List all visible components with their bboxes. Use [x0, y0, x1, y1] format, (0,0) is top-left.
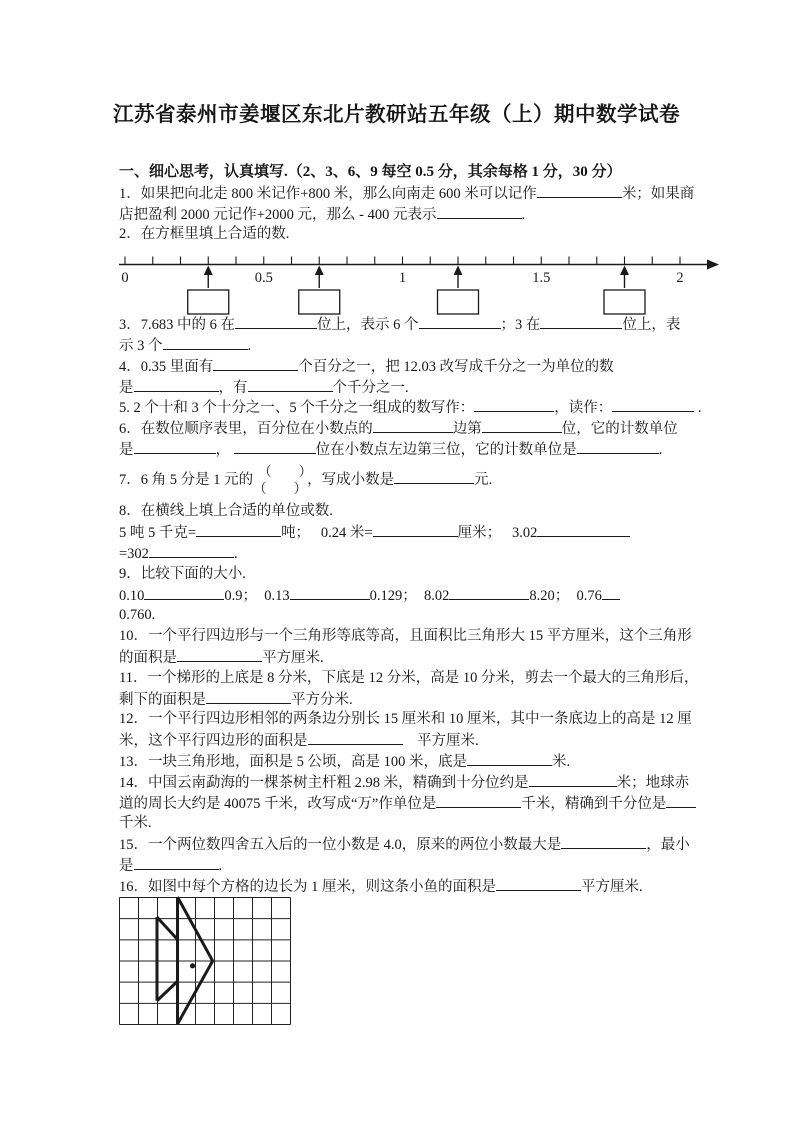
- text-run: .: [521, 206, 526, 223]
- svg-text:1.5: 1.5: [532, 270, 551, 287]
- number-line-svg: [119, 246, 719, 314]
- question-15-line-1: [119, 834, 690, 855]
- text-run: .: [233, 545, 238, 562]
- text-run: 6．在数位顺序表里，百分位在小数点的: [119, 421, 373, 438]
- text-run: 厘米； 3.02: [457, 525, 538, 542]
- question-12-line-1: [119, 709, 692, 730]
- question-15-line-2: [119, 855, 684, 876]
- text-run: 4．0.35 里面有: [119, 358, 214, 375]
- svg-text:1: 1: [398, 270, 407, 287]
- question-11-line-1: [119, 668, 699, 689]
- text-run: 7．6 角 5 分是 1 元的: [119, 471, 254, 488]
- answer-blank: [666, 793, 696, 808]
- answer-blank: [373, 418, 453, 433]
- text-run: .: [218, 857, 223, 874]
- text-run: 的面积是: [119, 649, 177, 666]
- text-run: 14．中国云南勐海的一棵茶树主杆粗 2.98 米，精确到十分位约是: [119, 774, 529, 791]
- text-run: 米；如果商: [621, 185, 695, 202]
- answer-blank: [177, 647, 262, 662]
- text-run: 0.760.: [119, 607, 156, 624]
- text-run: 平方分米.: [291, 691, 353, 708]
- answer-blank: [419, 314, 501, 329]
- answer-blank: [537, 522, 630, 537]
- text-run: ，写成小数是: [307, 471, 395, 488]
- fish-grid-figure: [119, 897, 684, 1026]
- answer-blank: [234, 439, 316, 454]
- text-run: ，有: [218, 379, 248, 396]
- question-4-line-1: [119, 356, 684, 377]
- answer-blank: [561, 834, 646, 849]
- answer-blank: [602, 585, 620, 600]
- answer-blank: [496, 876, 581, 891]
- answer-blank: [394, 469, 474, 484]
- question-2: [119, 224, 684, 245]
- text-run: 16．如图中每个方格的边长为 1 厘米，则这条小鱼的面积是: [119, 878, 496, 895]
- text-run: 0.9； 0.13: [224, 587, 290, 604]
- question-6-line-1: [119, 418, 684, 439]
- text-run: 店把盈利 2000 元记作+2000 元，那么 - 400 元表示: [119, 206, 437, 223]
- text-run: .: [247, 337, 252, 354]
- text-run: 0.10: [119, 587, 145, 604]
- text-run: 平方厘米.: [402, 733, 479, 750]
- answer-blank: [134, 855, 219, 870]
- question-14-line-1: [119, 772, 690, 793]
- answer-blank: [436, 793, 521, 808]
- text-run: 12．一个平行四边形相邻的两条边分别长 15 厘米和 10 厘米，其中一条底边上的高是 12 厘: [119, 711, 692, 728]
- question-13: [119, 751, 684, 772]
- answer-blank: [308, 730, 403, 745]
- text-run: 是: [119, 379, 134, 396]
- svg-text:0: 0: [121, 270, 129, 287]
- answer-blank: [612, 397, 694, 412]
- text-run: 10．一个平行四边形与一个三角形等底等高，且面积比三角形大 15 平方厘米，这个三角形: [119, 628, 692, 645]
- text-run: 边第: [452, 421, 482, 438]
- question-1-line-2: [119, 204, 684, 225]
- question-7: [119, 460, 684, 502]
- answer-blank: [144, 585, 224, 600]
- text-run: 8.20； 0.76: [529, 587, 602, 604]
- text-run: 元.: [474, 471, 493, 488]
- answer-blank: [373, 522, 458, 537]
- text-run: 个百分之一，把 12.03 改写成千分之一为单位的数: [298, 358, 614, 375]
- question-12-line-2: [119, 730, 684, 751]
- text-run: 示 3 个: [119, 337, 163, 354]
- question-14-line-2: [119, 793, 684, 814]
- text-run: 位上，表: [622, 317, 681, 334]
- number-line-figure: [119, 246, 684, 314]
- answer-blank: [467, 751, 552, 766]
- text-run: 11．一个梯形的上底是 8 分米，下底是 12 分米，高是 10 分米，剪去一个最大的三角形后，: [119, 669, 699, 686]
- question-lines: [119, 183, 702, 1026]
- answer-blank: [482, 418, 562, 433]
- section-1-heading: 一、细心思考，认真填写.（2、3、6、9 每空 0.5 分，其余每格 1 分，30 分）: [119, 164, 622, 180]
- answer-blank: [577, 439, 659, 454]
- text-run: 位在小数点左边第三位，它的计数单位是: [315, 441, 577, 458]
- text-run: 5 吨 5 千克=: [119, 525, 197, 542]
- text-run: 平方厘米.: [262, 649, 324, 666]
- text-run: .: [658, 441, 663, 458]
- question-8: [119, 501, 684, 522]
- text-run: 剩下的面积是: [119, 691, 206, 708]
- answer-blank: [248, 377, 333, 392]
- exam-content: [119, 162, 702, 1026]
- question-3-line-2: [119, 335, 684, 356]
- answer-blank: [474, 397, 554, 412]
- text-run: 位，它的计数单位: [561, 421, 678, 438]
- question-1-line-1: [119, 183, 695, 204]
- page-title: 江苏省泰州市姜堰区东北片教研站五年级（上）期中数学试卷: [113, 104, 680, 126]
- text-run: 米；地球赤: [616, 774, 690, 791]
- svg-text:0.5: 0.5: [254, 270, 273, 287]
- fraction-blank: [253, 463, 313, 497]
- text-run: 千米.: [119, 815, 152, 832]
- text-run: 2．在方框里填上合适的数.: [119, 226, 290, 243]
- answer-blank: [529, 772, 617, 787]
- question-16: [119, 876, 684, 897]
- question-5: [119, 397, 702, 418]
- text-run: 个千分之一.: [332, 379, 409, 396]
- answer-blank: [537, 183, 622, 198]
- text-run: 3．7.683 中的 6 在: [119, 317, 235, 334]
- text-run: 道的周长大约是 40075 千米，改写成“万”作单位是: [119, 795, 437, 812]
- answer-blank: [163, 335, 248, 350]
- svg-text:2: 2: [676, 270, 684, 287]
- answer-blank: [437, 204, 522, 219]
- text-run: 千米，精确到千分位是: [521, 795, 667, 812]
- answer-blank: [449, 585, 529, 600]
- text-run: 平方厘米.: [581, 878, 643, 895]
- text-run: .: [694, 400, 702, 417]
- text-run: 位上，表示 6 个: [317, 317, 419, 334]
- text-run: ，最小: [646, 837, 690, 854]
- text-run: ；3 在: [500, 317, 541, 334]
- text-run: 米，这个平行四边形的面积是: [119, 733, 308, 750]
- text-run: 5. 2 个十和 3 个十分之一、5 个千分之一组成的数写作：: [119, 400, 475, 417]
- fish-grid-svg: [119, 897, 292, 1026]
- answer-blank: [134, 439, 216, 454]
- answer-blank: [196, 522, 281, 537]
- text-run: 米.: [552, 753, 571, 770]
- text-run: 是: [119, 857, 134, 874]
- answer-blank: [213, 356, 298, 371]
- text-run: 15．一个两位数四舍五入后的一位小数是 4.0，原来的两位小数最大是: [119, 837, 562, 854]
- text-run: 吨； 0.24 米=: [281, 525, 373, 542]
- text-run: 是: [119, 441, 134, 458]
- text-run: ，: [215, 441, 234, 458]
- text-run: 0.129； 8.02: [369, 587, 450, 604]
- question-14-line-3: [119, 813, 684, 834]
- text-run: ，读作：: [554, 400, 613, 417]
- question-10-line-1: [119, 626, 692, 647]
- question-11-line-2: [119, 689, 684, 710]
- question-3-line-1: [119, 314, 684, 335]
- answer-blank: [206, 689, 291, 704]
- fraction-row: （ ）: [258, 464, 313, 480]
- text-run: 13．一块三角形地，面积是 5 公顷，高是 100 米，底是: [119, 753, 467, 770]
- answer-blank: [540, 314, 622, 329]
- question-6-line-2: [119, 439, 684, 460]
- question-9-line-2: [119, 605, 684, 626]
- question-4-line-2: [119, 377, 684, 398]
- answer-blank: [149, 543, 234, 558]
- text-run: 1．如果把向北走 800 米记作+800 米，那么向南走 600 米可以记作: [119, 185, 537, 202]
- answer-blank: [290, 585, 370, 600]
- question-8-line-2: [119, 543, 684, 564]
- question-10-line-2: [119, 647, 684, 668]
- answer-blank: [235, 314, 317, 329]
- question-9-line-1: [119, 585, 684, 606]
- answer-blank: [134, 377, 219, 392]
- text-run: =302: [119, 545, 149, 562]
- text-run: 9．比较下面的大小.: [119, 565, 246, 582]
- text-run: 8．在横线上填上合适的单位或数.: [119, 503, 333, 520]
- question-8-line-1: [119, 522, 684, 543]
- fraction-row: （ ）: [253, 481, 308, 497]
- question-9: [119, 564, 684, 585]
